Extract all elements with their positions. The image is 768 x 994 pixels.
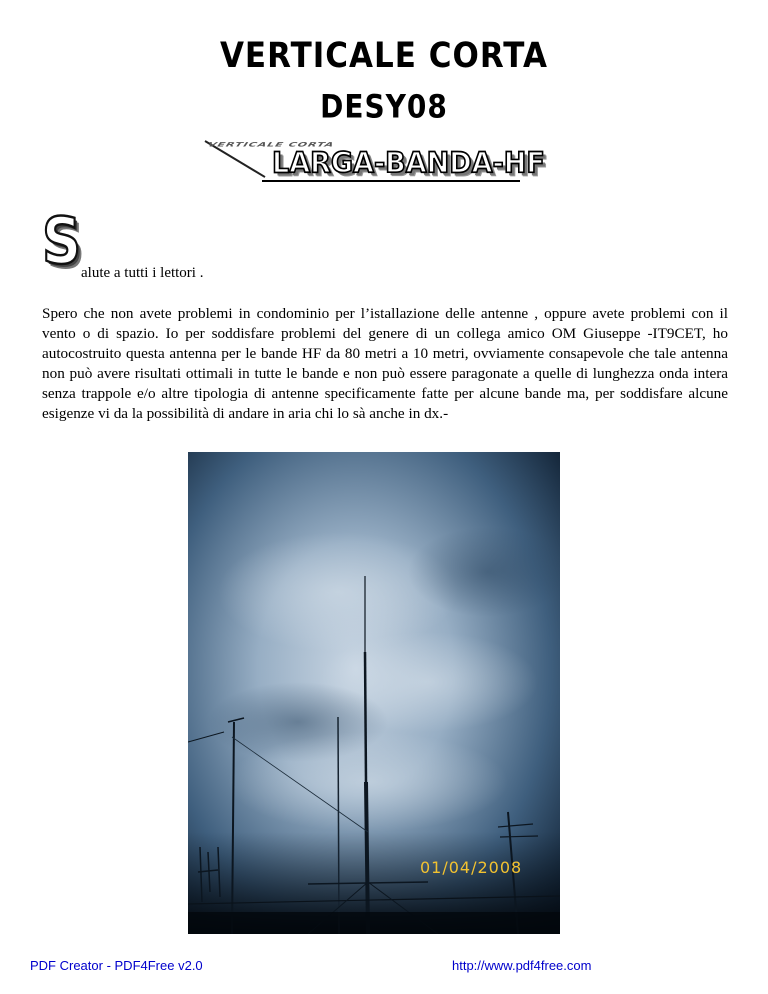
antenna-photo xyxy=(188,452,560,934)
document-subtitle: DESY08 xyxy=(320,87,448,126)
document-title: VERTICALE CORTA xyxy=(219,35,549,77)
drop-cap: S xyxy=(42,205,82,279)
footer-creator-link[interactable]: PDF Creator - PDF4Free v2.0 xyxy=(30,958,203,973)
wordart-shadow-text: VERTICALE CORTA xyxy=(205,140,337,149)
greeting-text: alute a tutti i lettori . xyxy=(81,265,204,281)
photo-date-stamp: 01/04/2008 xyxy=(420,858,523,877)
body-paragraph: Spero che non avete problemi in condominio per l’istallazione delle antenne , oppure avete problemi con il vento o di spazio. Io per soddisfare problemi del genere di un collega amico OM Giuseppe -IT9CET, ho autocostruito questa antenna per le bande HF da 80 metri a 10 metri, ovviamente consapevole che tale antenna non può avere risultati ottimali in tutte le bande e non può essere paragonate a quelle di lunghezza onda intera senza trappole e/o altre tipologia di antenne specificamente fatte per alcune bande ma, per soddisfare alcune esigenze vi da la possibilità di andare in aria chi lo sà anche in dx.- xyxy=(42,305,728,422)
wordart-heading: LARGA-BANDA-HF xyxy=(272,147,545,180)
footer-url-link[interactable]: http://www.pdf4free.com xyxy=(452,958,592,973)
wordart-underline xyxy=(262,180,520,182)
